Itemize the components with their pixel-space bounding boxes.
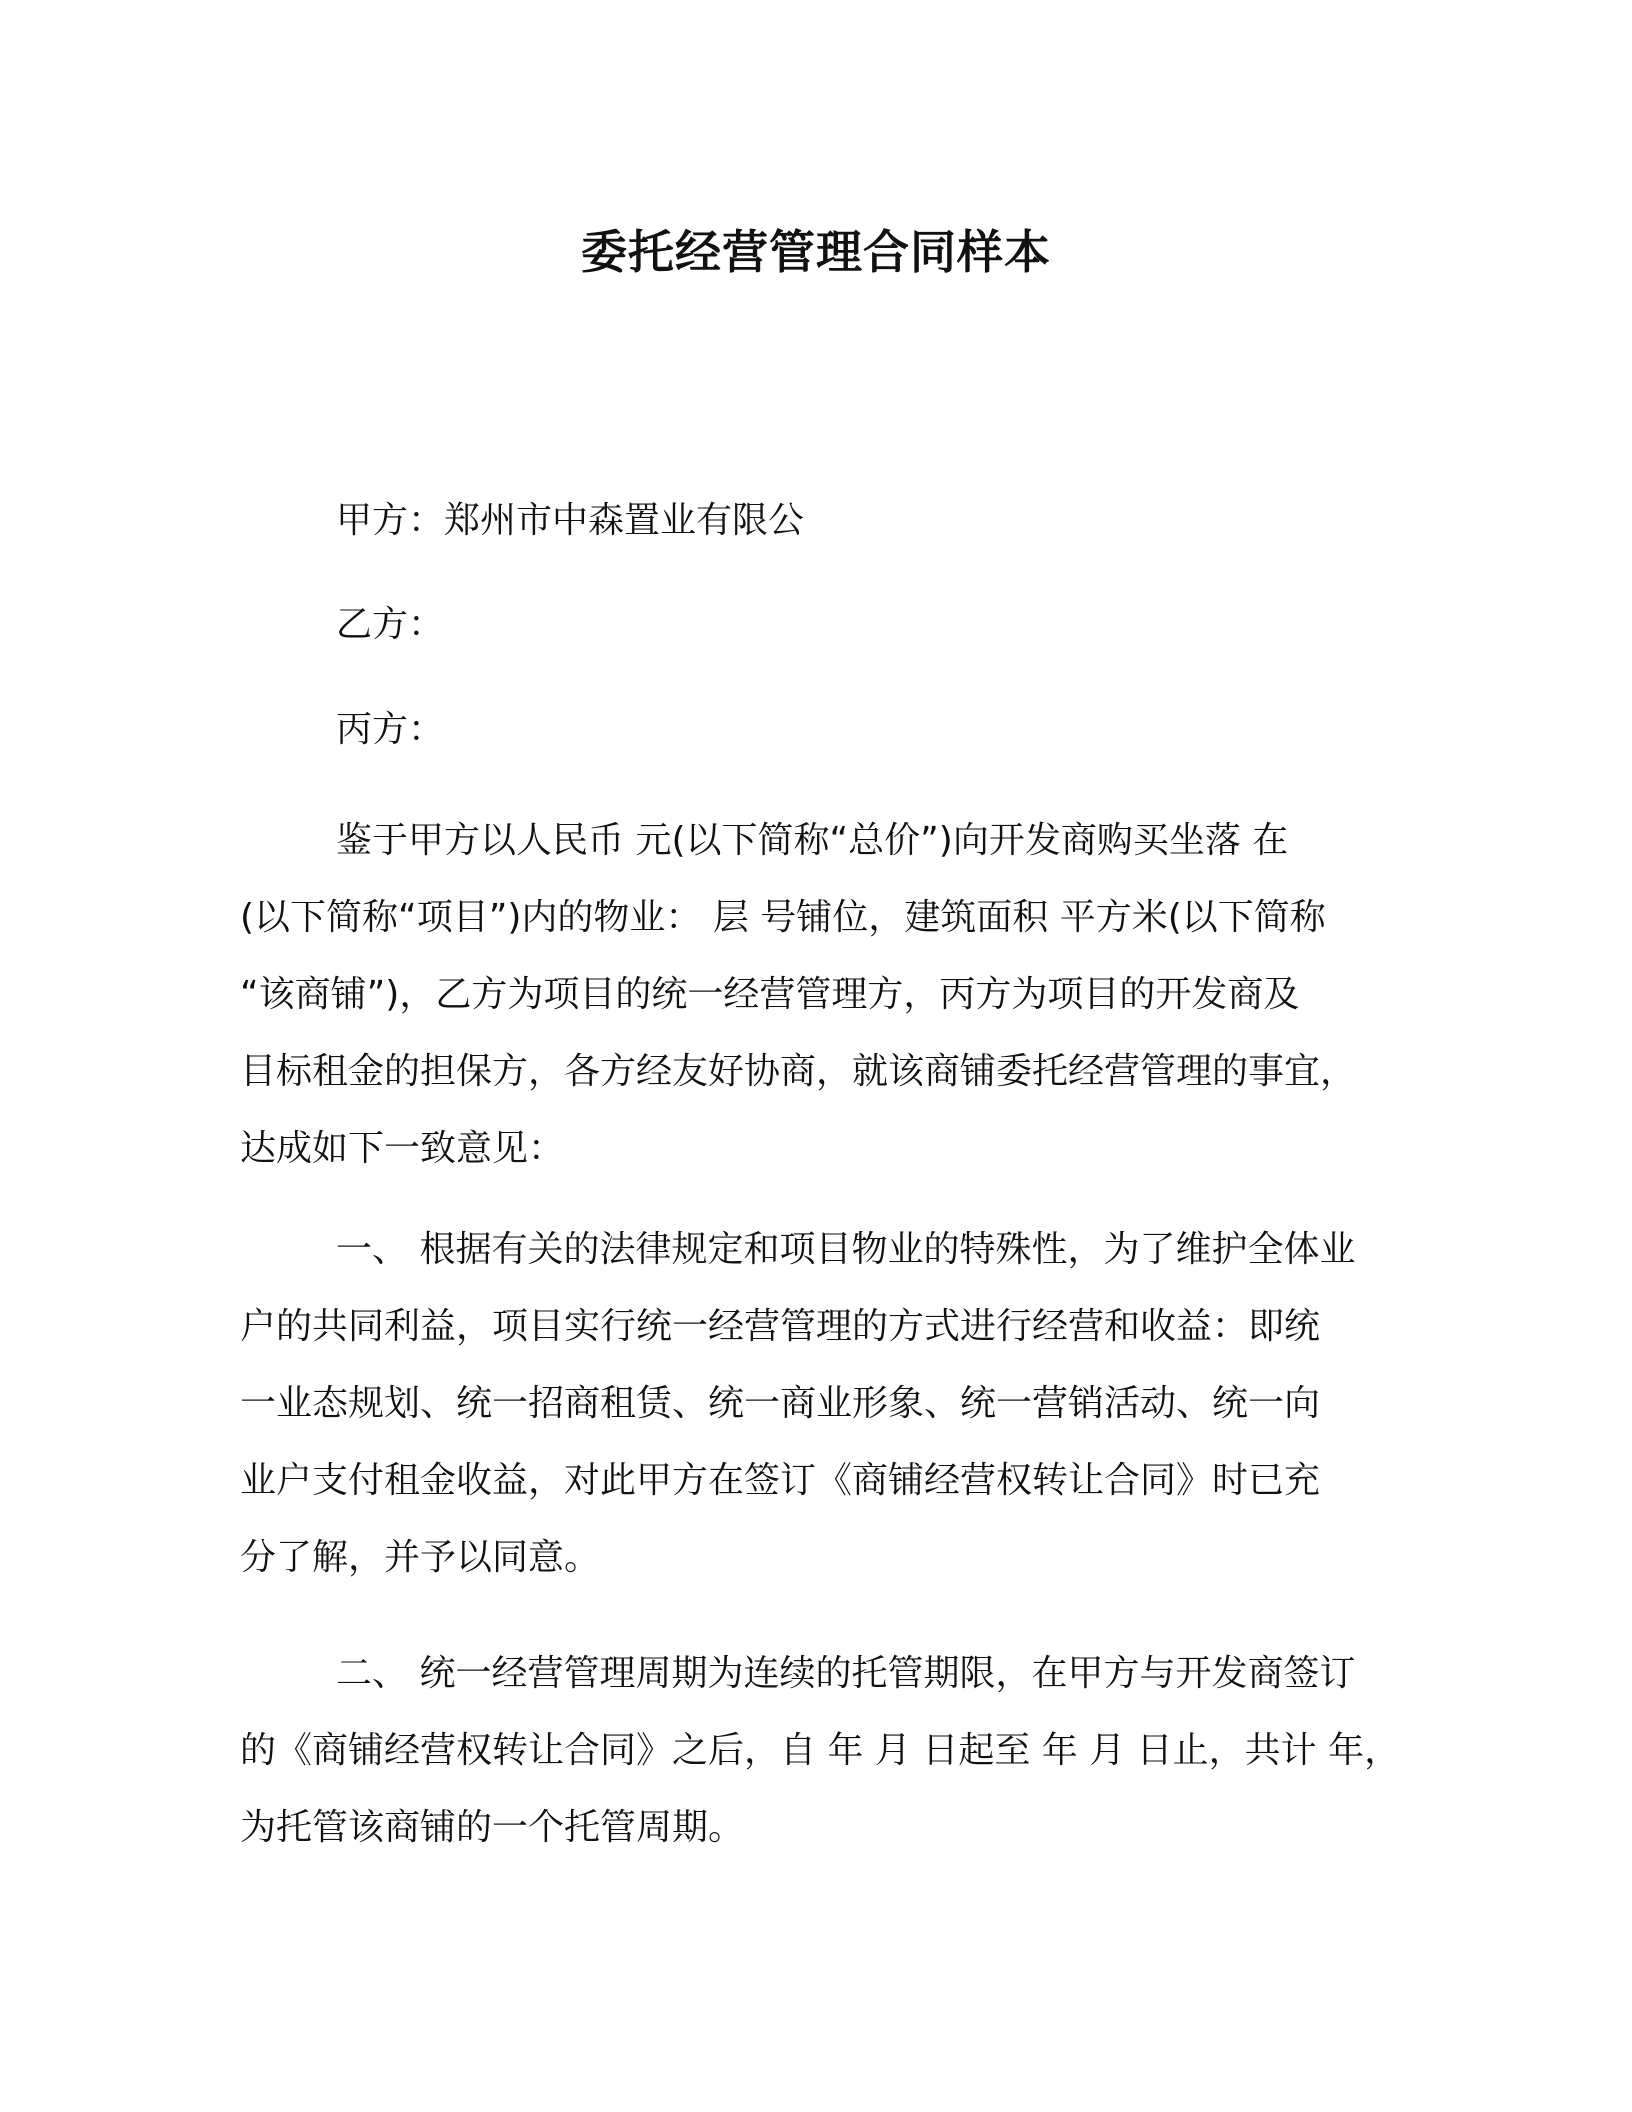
- paragraph-line: 户的共同利益，项目实行统一经营管理的方式进行经营和收益：即统: [240, 1306, 1321, 1347]
- paragraph-line: 一业态规划、统一招商租赁、统一商业形象、统一营销活动、统一向: [240, 1383, 1321, 1424]
- paragraph-line: 一、 根据有关的法律规定和项目物业的特殊性，为了维护全体业: [336, 1229, 1356, 1270]
- party-c-line: 丙方：: [336, 709, 445, 750]
- paragraph-line: (以下简称“项目”)内的物业： 层 号铺位，建筑面积 平方米(以下简称: [240, 897, 1326, 938]
- clause-1-paragraph: [240, 1211, 1390, 1596]
- paragraph-line: 分了解，并予以同意。: [240, 1537, 601, 1578]
- paragraph-line: 达成如下一致意见：: [240, 1128, 565, 1169]
- paragraph-line: “该商铺”)，乙方为项目的统一经营管理方，丙方为项目的开发商及: [240, 974, 1300, 1015]
- clause-2-paragraph: [240, 1635, 1401, 1866]
- intro-paragraph: [240, 802, 1390, 1187]
- paragraph-line: 业户支付租金收益，对此甲方在签订《商铺经营权转让合同》时已充: [240, 1460, 1321, 1501]
- party-b-line: 乙方：: [336, 604, 445, 645]
- document-title: 委托经营管理合同样本: [581, 225, 1051, 279]
- paragraph-line: 鉴于甲方以人民币 元(以下简称“总价”)向开发商购买坐落 在: [336, 820, 1289, 861]
- paragraph-line: 为托管该商铺的一个托管周期。: [240, 1807, 745, 1848]
- paragraph-line: 二、 统一经营管理周期为连续的托管期限，在甲方与开发商签订: [336, 1653, 1356, 1694]
- paragraph-line: 的《商铺经营权转让合同》之后，自 年 月 日起至 年 月 日止，共计 年，: [240, 1730, 1401, 1771]
- party-a-line: 甲方：郑州市中森置业有限公: [336, 500, 805, 541]
- paragraph-line: 目标租金的担保方，各方经友好协商，就该商铺委托经营管理的事宜，: [240, 1051, 1357, 1092]
